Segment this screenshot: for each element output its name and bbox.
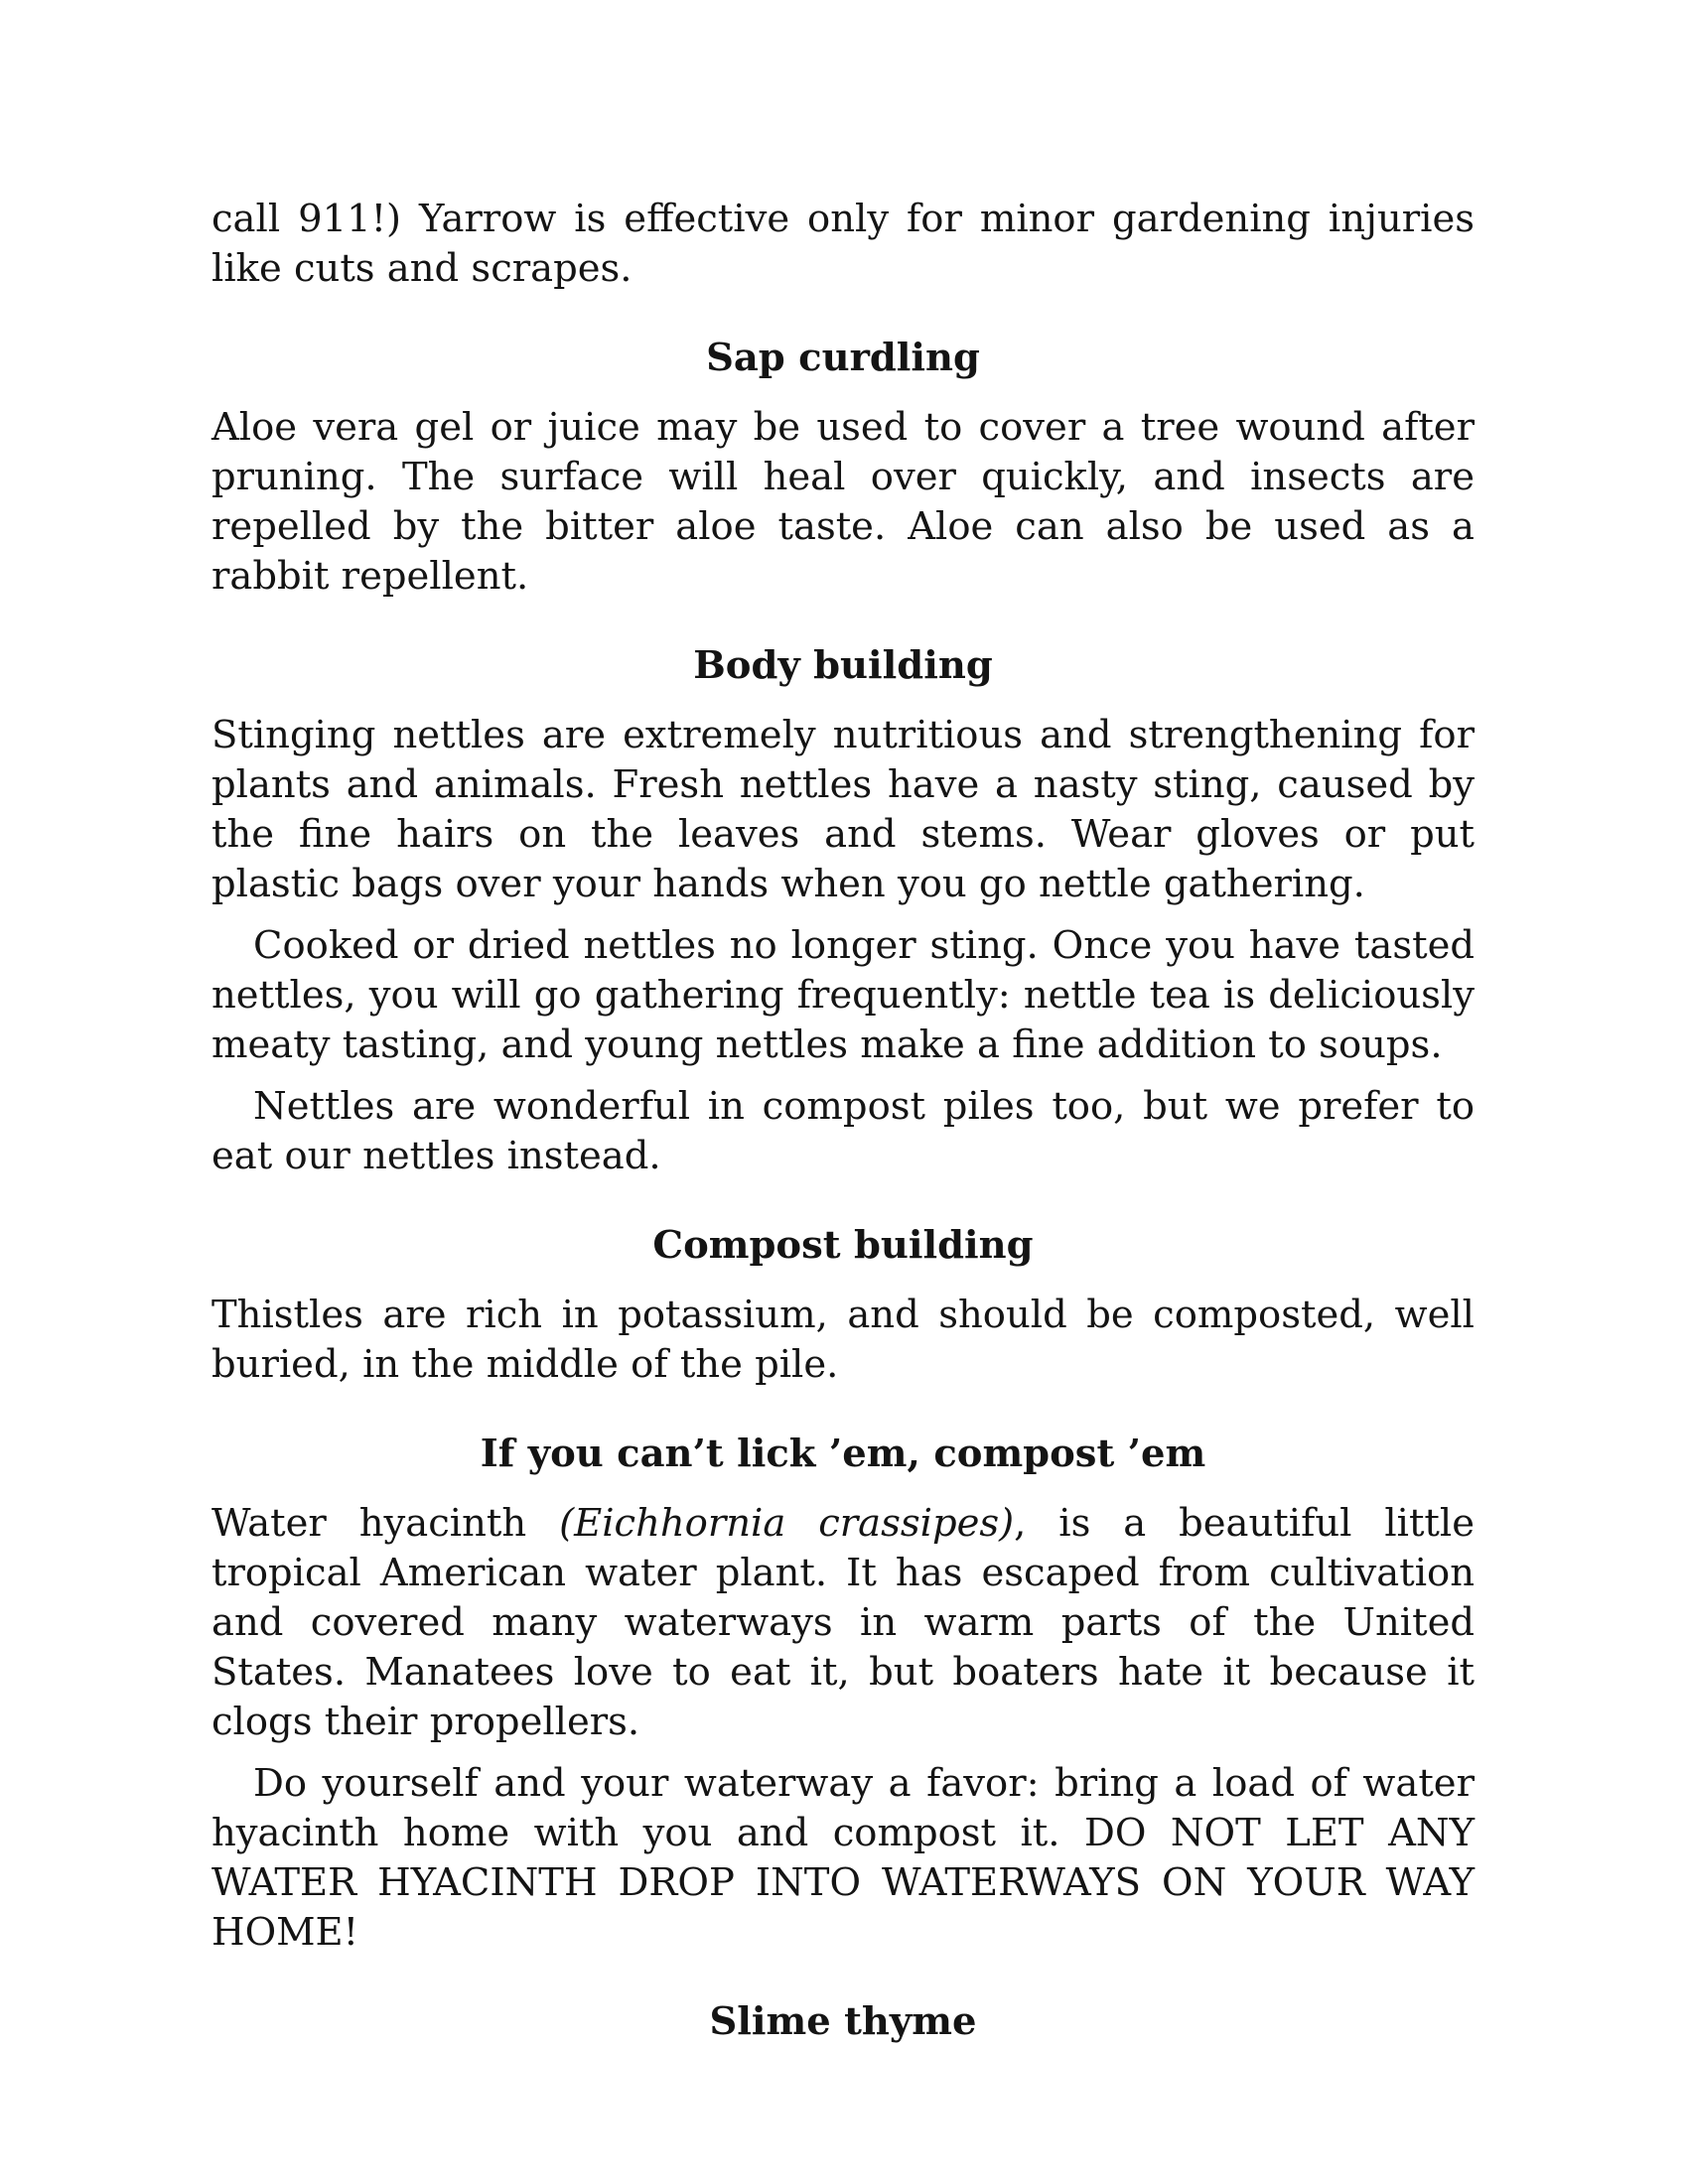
water-hyacinth-text-end: , is a beautiful little tropical American water plant. It has escaped from cultivation and covered many waterways in warm parts of the United States. Manatees love to eat it, but boaters hate it because it clogs their propellers.: [211, 1501, 1475, 1744]
paragraph-thistles: Thistles are rich in potassium, and should be composted, well buried, in the middle of the pile.: [211, 1293, 1475, 1387]
paragraph-nettles-compost: Nettles are wonderful in compost piles too, but we prefer to eat our nettles instead.: [211, 1084, 1475, 1178]
paragraph-aloe: Aloe vera gel or juice may be used to cover a tree wound after pruning. The surface will heal over quickly, and insects are repelled by the bitter aloe taste. Aloe can also be used as a rabbit repellent.: [211, 405, 1475, 599]
section-heading-sap-curdling: Sap curdling: [706, 336, 980, 380]
section-heading-slime-thyme: Slime thyme: [709, 1999, 977, 2044]
paragraph-stinging-nettles: Stinging nettles are extremely nutritious and strengthening for plants and animals. Fresh nettles have a nasty sting, caused by the fine hairs on the leaves and stems. Wear gloves or put plastic bags over your hands when you go nettle gathering.: [211, 713, 1475, 906]
section-heading-compost-em: If you can’t lick ’em, compost ’em: [480, 1432, 1206, 1476]
paragraph-waterway-favor: Do yourself and your waterway a favor: bring a load of water hyacinth home with you and compost it. DO NOT LET ANY WATER HYACINTH DROP INTO WATERWAYS ON YOUR WAY HOME!: [211, 1761, 1475, 1955]
continuation-paragraph: call 911!) Yarrow is effective only for minor gardening injuries like cuts and scrapes.: [211, 197, 1475, 291]
page-body: [211, 195, 1475, 2067]
section-heading-compost-building: Compost building: [652, 1223, 1034, 1268]
paragraph-water-hyacinth: [211, 1499, 1475, 1747]
paragraph-cooked-nettles: Cooked or dried nettles no longer sting. Once you have tasted nettles, you will go gathering frequently: nettle tea is deliciously meaty tasting, and young nettles make a fine addition to soups.: [211, 923, 1475, 1067]
water-hyacinth-text-start: Water hyacinth: [211, 1501, 560, 1546]
scientific-name: (Eichhornia crassipes): [559, 1501, 1015, 1546]
section-heading-body-building: Body building: [693, 643, 993, 688]
